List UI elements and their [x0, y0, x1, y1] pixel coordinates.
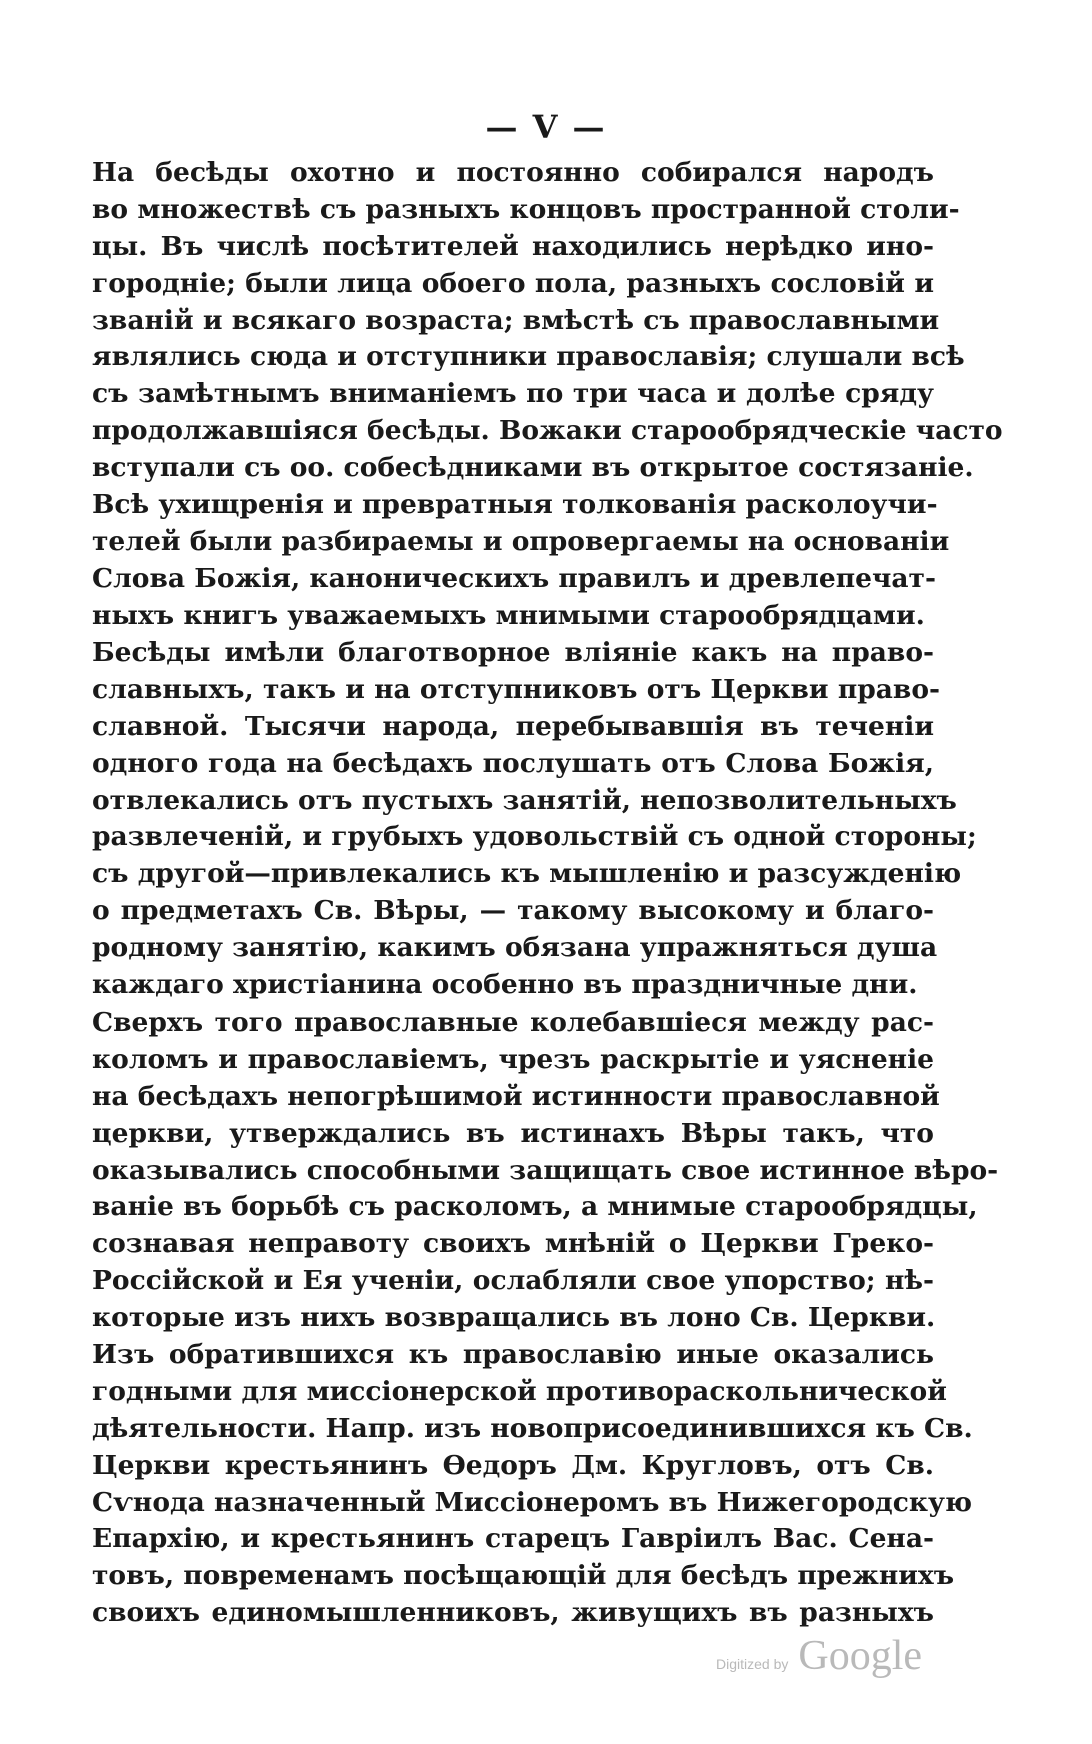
text-line: Слова Божія, каноническихъ правилъ и древлепечат-: [92, 562, 936, 594]
text-line: цы. Въ числѣ посѣтителей находились нерѣдко ино-: [92, 230, 934, 262]
text-line: славной. Тысячи народа, перебывавшія въ теченіи: [92, 710, 934, 742]
text-line: на бесѣдахъ непогрѣшимой истинности православной: [92, 1080, 940, 1112]
text-line: славныхъ, такъ и на отступниковъ отъ Церкви право-: [92, 673, 940, 705]
text-line: съ замѣтнымъ вниманіемъ по три часа и долѣе сряду: [92, 378, 934, 410]
paragraph-3: [92, 1005, 999, 1632]
text-line: съ другой—привлекались къ мышленію и разсужденію: [92, 858, 962, 890]
text-line: отвлекались отъ пустыхъ занятій, непозволительныхъ: [92, 784, 957, 816]
text-line: годными для миссіонерской противораскольнической: [92, 1375, 947, 1407]
text-line: оказывались способными защищать свое истинное вѣро-: [92, 1154, 999, 1186]
text-line: телей были разбираемы и опровергаемы на основаніи: [92, 525, 950, 557]
digitized-by-google-watermark: [716, 1632, 922, 1680]
text-line: одного года на бесѣдахъ послушать отъ Слова Божія,: [92, 747, 934, 779]
text-line: На бесѣды охотно и постоянно собирался народъ: [92, 157, 934, 188]
text-line: своихъ единомышленниковъ, живущихъ въ разныхъ: [92, 1597, 934, 1629]
text-line: Всѣ ухищренія и превратныя толкованія расколоучи-: [92, 489, 938, 521]
text-line: званій и всякаго возраста; вмѣстѣ съ православными: [92, 304, 940, 336]
text-line: дѣятельности. Напр. изъ новоприсоединившихся къ Св.: [92, 1412, 973, 1444]
paragraph-1: [92, 155, 1003, 635]
text-line: Изъ обратившихся къ православію иные оказались: [92, 1339, 934, 1371]
text-line: которые изъ нихъ возвращались въ лоно Св. Церкви.: [92, 1302, 936, 1334]
text-line: продолжавшіяся бесѣды. Вожаки старообрядческіе часто: [92, 415, 1003, 447]
google-logo: Google: [798, 1633, 923, 1679]
paragraph-2: [92, 635, 977, 1004]
text-line: Сверхъ того православные колебавшіеся между рас-: [92, 1007, 934, 1038]
text-line: ваніе въ борьбѣ съ расколомъ, а мнимые старообрядцы,: [92, 1191, 978, 1223]
text-line: церкви, утверждались въ истинахъ Вѣры такъ, что: [92, 1117, 934, 1149]
text-line: родному занятію, какимъ обязана упражняться душа: [92, 932, 938, 964]
text-line: во множествѣ съ разныхъ концовъ пространной столи-: [92, 193, 960, 225]
text-line: о предметахъ Св. Вѣры, — такому высокому и благо-: [92, 895, 934, 927]
text-line: коломъ и православіемъ, чрезъ раскрытіе и уясненіе: [92, 1043, 934, 1075]
text-line: являлись сюда и отступники православія; слушали всѣ: [92, 341, 965, 373]
text-line: вступали съ оо. собесѣдниками въ открытое состязаніе.: [92, 452, 974, 484]
text-line: Россійской и Ея ученіи, ослабляли свое упорство; нѣ-: [92, 1265, 934, 1297]
text-line: каждаго христіанина особенно въ праздничные дни.: [92, 969, 918, 1001]
text-line: сознавая неправоту своихъ мнѣній о Церкви Греко-: [92, 1228, 934, 1260]
watermark-prefix: Digitized by: [716, 1656, 789, 1672]
text-line: Церкви крестьянинъ Ѳедоръ Дм. Кругловъ, отъ Св.: [92, 1449, 934, 1481]
text-line: товъ, повременамъ посѣщающій для бесѣдъ прежнихъ: [92, 1560, 955, 1592]
page-number: — V —: [485, 108, 607, 146]
text-line: Бесѣды имѣли благотворное вліяніе какъ на право-: [92, 637, 934, 668]
text-line: городніе; были лица обоего пола, разныхъ сословій и: [92, 267, 934, 299]
text-line: Сѵнода назначенный Миссіонеромъ въ Нижегородскую: [92, 1486, 973, 1518]
text-line: развлеченій, и грубыхъ удовольствій съ одной стороны;: [92, 821, 977, 853]
text-line: Епархію, и крестьянинъ старецъ Гавріилъ Вас. Сена-: [92, 1523, 934, 1555]
text-line: ныхъ книгъ уважаемыхъ мнимыми старообрядцами.: [92, 599, 925, 631]
